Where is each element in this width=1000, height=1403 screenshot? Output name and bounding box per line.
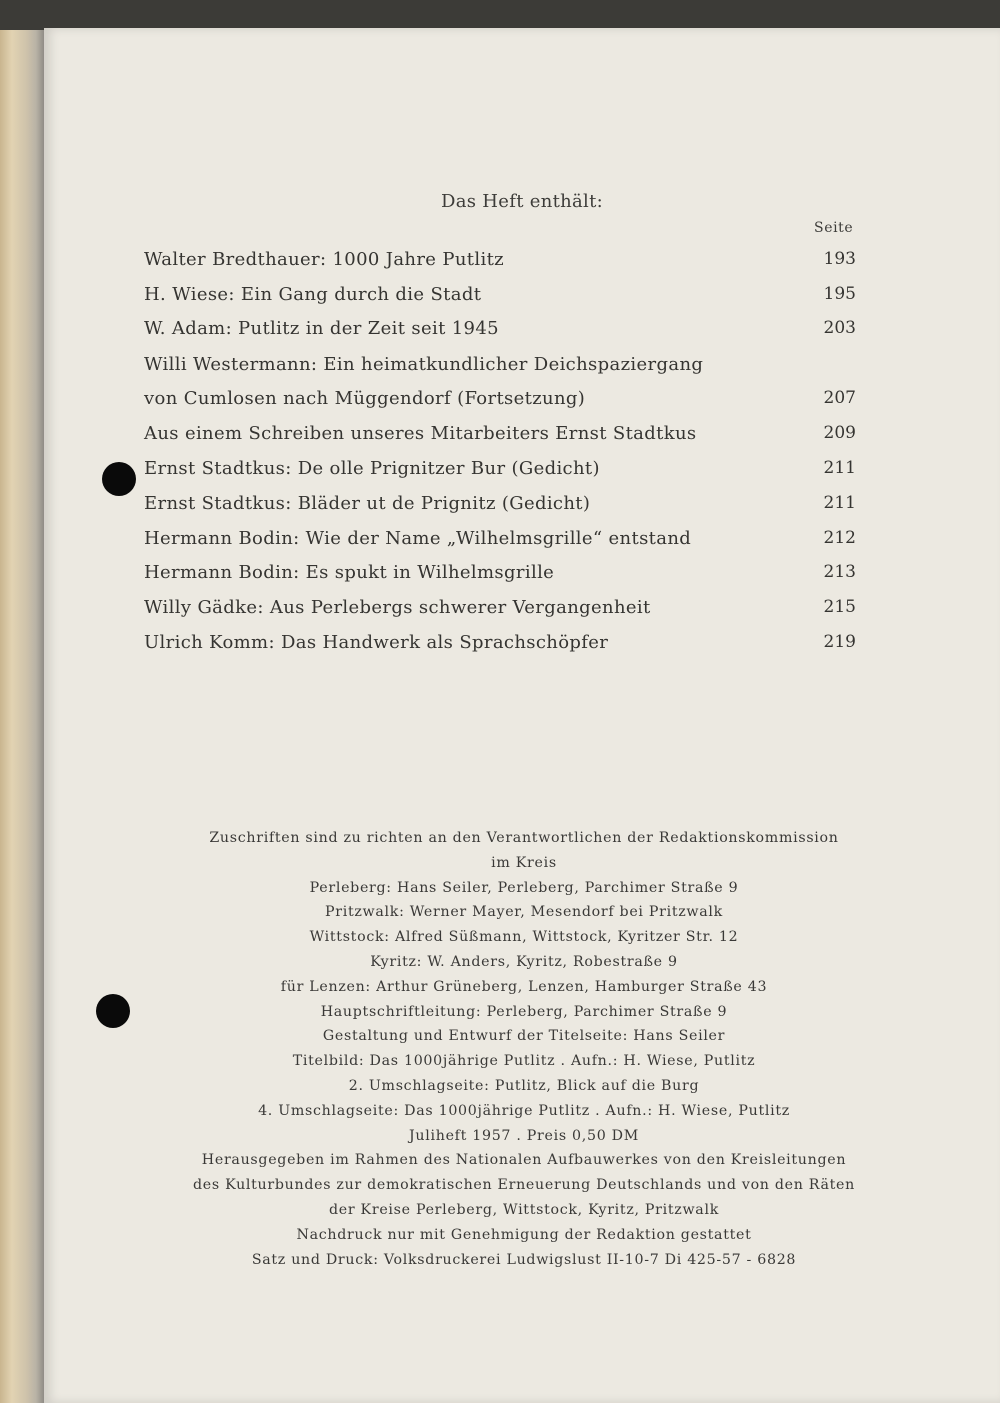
toc-entry-page: 211 (823, 493, 856, 513)
imprint-line: Hauptschriftleitung: Perleberg, Parchimer Straße 9 (320, 1003, 728, 1020)
toc-entry (144, 284, 856, 314)
imprint-line: des Kulturbundes zur demokratischen Erneuerung Deutschlands und von den Räten (193, 1177, 855, 1194)
imprint-line: Satz und Druck: Volksdruckerei Ludwigslust II-10-7 Di 425-57 - 6828 (251, 1251, 797, 1268)
toc-entry (144, 354, 856, 384)
toc-entry-title: Ulrich Komm: Das Handwerk als Sprachschöpfer (144, 632, 609, 653)
imprint-line: für Lenzen: Arthur Grüneberg, Lenzen, Hamburger Straße 43 (280, 978, 768, 995)
imprint-line: Perleberg: Hans Seiler, Perleberg, Parchimer Straße 9 (309, 879, 739, 896)
imprint-line: 2. Umschlagseite: Putlitz, Blick auf die Burg (348, 1077, 700, 1094)
toc-entry-page: 207 (823, 388, 856, 408)
document-page (44, 28, 1000, 1403)
toc-entry (144, 597, 856, 627)
imprint-block (134, 826, 914, 1272)
toc-entry-title: Willy Gädke: Aus Perlebergs schwerer Vergangenheit (144, 597, 651, 618)
imprint-line: Wittstock: Alfred Süßmann, Wittstock, Kyritzer Str. 12 (309, 929, 739, 946)
imprint-line: Zuschriften sind zu richten an den Verantwortlichen der Redaktionskommission (209, 830, 839, 846)
toc-entry-page: 212 (823, 528, 856, 548)
imprint-line: im Kreis (491, 854, 557, 871)
toc-entry (144, 562, 856, 592)
toc-entry-page: 211 (823, 458, 856, 478)
toc-entry-title: W. Adam: Putlitz in der Zeit seit 1945 (144, 318, 499, 339)
toc-entry (144, 423, 856, 453)
toc-entry-title: Hermann Bodin: Es spukt in Wilhelmsgrille (144, 562, 555, 583)
toc-entry (144, 458, 856, 488)
toc-entry-page: 219 (823, 632, 856, 652)
toc-entry-title: Ernst Stadtkus: De olle Prignitzer Bur (Gedicht) (144, 458, 600, 479)
contents-heading: Das Heft enthält: (440, 191, 604, 212)
toc-entry-title: Willi Westermann: Ein heimatkundlicher Deichspaziergang (144, 354, 704, 375)
toc-entry (144, 249, 856, 279)
toc-entry (144, 528, 856, 558)
imprint-line: Herausgegeben im Rahmen des Nationalen Aufbauwerkes von den Kreisleitungen (201, 1152, 847, 1169)
imprint-line: der Kreise Perleberg, Wittstock, Kyritz, Pritzwalk (328, 1201, 719, 1218)
toc-entry (144, 388, 856, 418)
toc-entry-title: Ernst Stadtkus: Bläder ut de Prignitz (Gedicht) (144, 493, 591, 514)
imprint-line: Juliheft 1957 . Preis 0,50 DM (409, 1127, 639, 1144)
toc-entry-title: H. Wiese: Ein Gang durch die Stadt (144, 284, 482, 305)
punch-hole-mark (96, 994, 130, 1028)
imprint-line: Nachdruck nur mit Genehmigung der Redaktion gestattet (296, 1226, 752, 1243)
toc-entry-page: 215 (823, 597, 856, 617)
toc-entry-title: Walter Bredthauer: 1000 Jahre Putlitz (144, 249, 505, 270)
toc-entry-title: Aus einem Schreiben unseres Mitarbeiters Ernst Stadtkus (144, 423, 697, 444)
punch-hole-mark (102, 462, 136, 496)
toc-entry (144, 493, 856, 523)
imprint-line: Gestaltung und Entwurf der Titelseite: Hans Seiler (322, 1028, 726, 1045)
toc-entry (144, 318, 856, 348)
imprint-line: 4. Umschlagseite: Das 1000jährige Putlitz . Aufn.: H. Wiese, Putlitz (258, 1102, 790, 1119)
imprint-line: Pritzwalk: Werner Mayer, Mesendorf bei Pritzwalk (325, 904, 723, 921)
toc-entry-title: von Cumlosen nach Müggendorf (Fortsetzung) (144, 388, 586, 409)
toc-entry-title: Hermann Bodin: Wie der Name „Wilhelmsgrille“ entstand (144, 528, 692, 549)
imprint-line: Titelbild: Das 1000jährige Putlitz . Aufn.: H. Wiese, Putlitz (292, 1053, 756, 1070)
toc-entry (144, 632, 856, 662)
toc-entry-page: 209 (823, 423, 856, 443)
imprint-line: Kyritz: W. Anders, Kyritz, Robestraße 9 (370, 953, 678, 970)
toc-entry-page: 203 (823, 318, 856, 338)
toc-entry-page: 213 (823, 562, 856, 582)
page-column-label: Seite (814, 220, 854, 236)
binding-edge (0, 30, 44, 1403)
toc-entry-page: 193 (823, 249, 856, 269)
toc-entry-page: 195 (823, 284, 856, 304)
